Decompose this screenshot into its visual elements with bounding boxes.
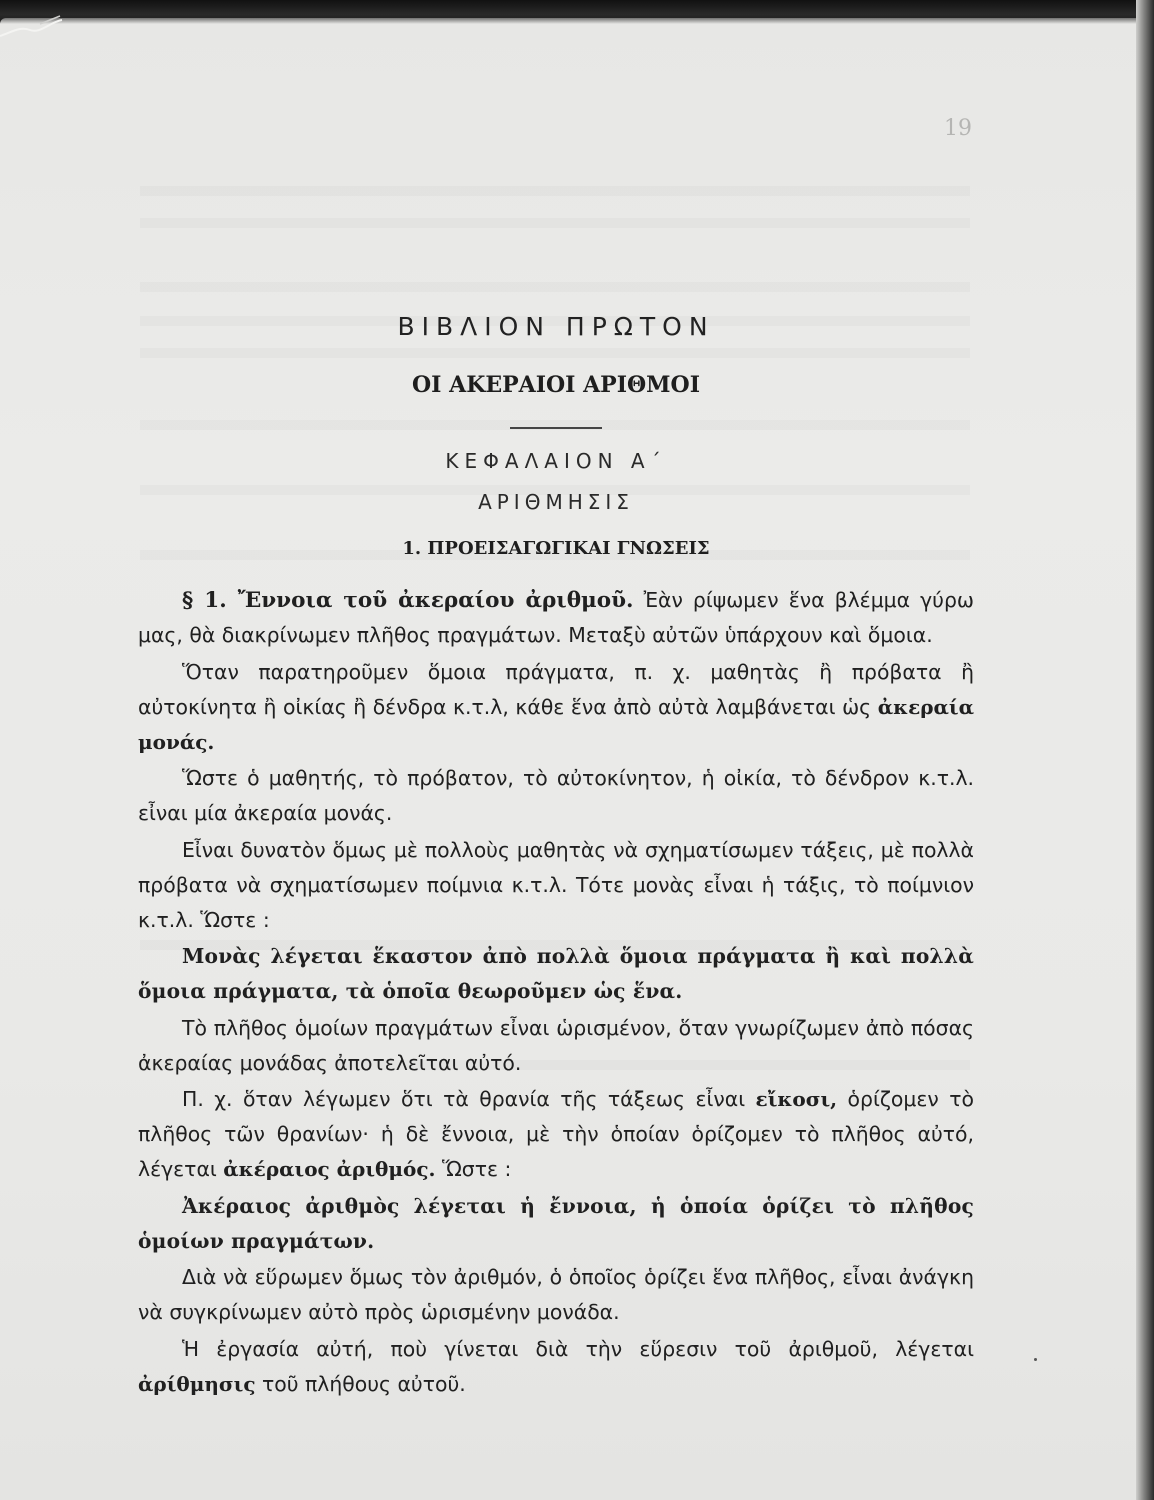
bold-term: ἀκέραιος ἀριθμός. <box>223 1157 436 1181</box>
paragraph <box>138 833 974 938</box>
show-through-line <box>140 218 970 228</box>
paragraph-text: Ἡ ἐργασία αὐτή, ποὺ γίνεται διὰ τὴν εὕρεσιν τοῦ ἀριθμοῦ, λέγεται <box>182 1336 974 1361</box>
show-through-line <box>140 282 970 292</box>
paragraph-text: Ὅταν παρατηροῦμεν ὅμοια πράγματα, π. χ. μαθητὰς ἢ πρόβατα ἢ αὐτοκίνητα ἢ οἰκίας ἢ δένδρα κ.τ.λ, κάθε ἕνα ἀπὸ αὐτὰ λαμβάνεται ὡς <box>138 659 974 719</box>
paragraph-text: Ἐὰν ρίψωμεν ἕνα βλέμμα γύρω μας, θὰ διακρίνωμεν πλῆθος πραγμάτων. Μεταξὺ αὐτῶν ὑπάρχουν καὶ ὅμοια. <box>138 588 974 647</box>
show-through-line <box>140 348 970 358</box>
paragraph-text: Εἶναι δυνατὸν ὅμως μὲ πολλοὺς μαθητὰς νὰ σχηματίσωμεν τάξεις, μὲ πολλὰ πρόβατα νὰ σχηματίσωμεν ποίμνια κ.τ.λ. Τότε μονὰς εἶναι ἡ τάξις, τὸ ποίμνιον κ.τ.λ. Ὥστε : <box>138 837 974 932</box>
definition-text: Ἀκέραιος ἀριθμὸς λέγεται ἡ ἔννοια, ἡ ὁποία ὁρίζει τὸ πλῆθος ὁμοίων πραγμάτων. <box>138 1193 974 1253</box>
definition-text: Μονὰς λέγεται ἕκαστον ἀπὸ πολλὰ ὅμοια πράγματα ἢ καὶ πολλὰ ὅμοια πράγματα, τὰ ὁποῖα θεωροῦμεν ὡς ἕνα. <box>138 944 974 1003</box>
paragraph-text: ὁρίζομεν τὸ πλῆθος τῶν θρανίων· ἡ δὲ ἔννοια, μὲ τὴν ὁποίαν ὁρίζομεν τὸ πλῆθος αὐτό, λέγεται <box>138 1087 974 1181</box>
paragraph-text: Διὰ νὰ εὕρωμεν ὅμως τὸν ἀριθμόν, ὁ ὁποῖος ὁρίζει ἕνα πλῆθος, εἶναι ἀνάγκη νὰ συγκρίνωμεν αὐτὸ πρὸς ὡρισμένην μονάδα. <box>138 1265 974 1324</box>
corner-scratch-mark <box>0 14 80 44</box>
paragraph <box>138 1082 974 1187</box>
title-divider <box>510 427 602 429</box>
paragraph-heading: § 1. Ἔννοια τοῦ ἀκεραίου ἀριθμοῦ. <box>182 588 634 613</box>
paragraph <box>138 583 974 653</box>
definition <box>138 939 974 1009</box>
chapter-subtitle: ΑΡΙΘΜΗΣΙΣ <box>478 490 634 514</box>
scan-top-shadow <box>0 0 1154 24</box>
definition <box>138 1189 974 1259</box>
subject-title: ΟΙ ΑΚΕΡΑΙΟΙ ΑΡΙΘΜΟΙ <box>412 372 700 398</box>
paragraph <box>138 761 974 831</box>
paragraph-text: Π. χ. ὅταν λέγωμεν ὅτι τὰ θρανία τῆς τάξεως εἶναι <box>182 1087 756 1111</box>
paragraph-text: τοῦ πλήθους αὐτοῦ. <box>255 1371 466 1396</box>
show-through-line <box>140 186 970 196</box>
paragraph <box>138 1260 974 1330</box>
paragraph <box>138 1011 974 1081</box>
bold-term: ἀκεραία μονάς. <box>138 694 974 754</box>
paragraph-text: Ὥστε ὁ μαθητής, τὸ πρόβατον, τὸ αὐτοκίνητον, ἡ οἰκία, τὸ δένδρον κ.τ.λ. εἶναι μία ἀκεραία μονάς. <box>138 766 974 825</box>
scan-right-edge <box>1136 0 1154 1500</box>
paragraph-text: Ὥστε : <box>435 1157 512 1181</box>
bold-term: ἀρίθμησις <box>138 1371 256 1396</box>
paragraph <box>138 1332 974 1402</box>
bold-term: εἴκοσι, <box>755 1087 838 1111</box>
chapter-title: ΚΕΦΑΛΑΙΟΝ Α΄ <box>445 449 667 473</box>
paragraph-text: Τὸ πλῆθος ὁμοίων πραγμάτων εἶναι ὡρισμένον, ὅταν γνωρίζωμεν ἀπὸ πόσας ἀκεραίας μονάδας ἀποτελεῖται αὐτό. <box>138 1015 974 1075</box>
book-title: ΒΙΒΛΙΟΝ ΠΡΩΤΟΝ <box>397 312 715 341</box>
body-text <box>138 583 974 1403</box>
paragraph <box>138 655 974 760</box>
page-number: 19 <box>944 116 972 141</box>
section-title: 1. ΠΡΟΕΙΣΑΓΩΓΙΚΑΙ ΓΝΩΣΕΙΣ <box>402 538 710 559</box>
dust-speck <box>1034 1358 1037 1361</box>
